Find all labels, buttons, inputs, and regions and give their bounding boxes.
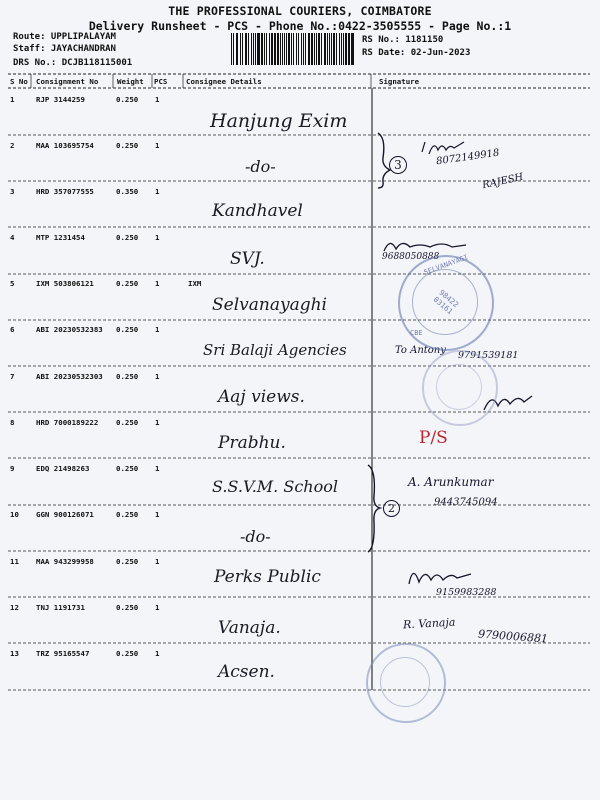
stamp-round-bottom	[366, 643, 446, 723]
col-consignment: Consignment No	[36, 77, 99, 86]
col-signature: Signature	[379, 77, 420, 86]
row-sno: 4	[10, 233, 15, 242]
signature-scribble-1	[420, 138, 470, 160]
row-pcs: 1	[155, 603, 160, 612]
row-pcs: 1	[155, 649, 160, 658]
row-sno: 6	[10, 325, 15, 334]
row-sno: 9	[10, 464, 15, 473]
phone-rajesh: 8072149918	[435, 147, 501, 168]
row-consignment-no: MAA 103695754	[36, 141, 94, 150]
row-pcs: 1	[155, 233, 160, 242]
row-consignment-no: IXM 503806121	[36, 279, 94, 288]
row-sno: 12	[10, 603, 19, 612]
name-rajesh: RAJESH	[481, 171, 525, 192]
row-weight: 0.250	[116, 279, 139, 288]
row-pcs: 1	[155, 372, 160, 381]
row-sno: 7	[10, 372, 15, 381]
name-arunkumar: A. Arunkumar	[408, 475, 494, 489]
row-pcs: 1	[155, 464, 160, 473]
row-consignee-details: IXM	[188, 279, 202, 288]
phone-row-4: 9688050888	[382, 252, 440, 262]
row-sno: 3	[10, 187, 15, 196]
row-weight: 0.250	[116, 649, 139, 658]
row-pcs: 1	[155, 141, 160, 150]
row-weight: 0.250	[116, 464, 139, 473]
row-sno: 1	[10, 95, 15, 104]
phone-row-6: 9791539181	[458, 350, 519, 361]
row-consignment-no: ABI 20230532383	[36, 325, 103, 334]
row-weight: 0.250	[116, 418, 139, 427]
row-sno: 5	[10, 279, 15, 288]
row-pcs: 1	[155, 95, 160, 104]
signature-scribble-11	[405, 560, 475, 590]
row-sno: 13	[10, 649, 19, 658]
row-consignee-handwritten: SVJ.	[230, 249, 265, 269]
note-to-antony: To Antony	[395, 345, 446, 356]
row-consignee-handwritten: Kandhavel	[212, 201, 303, 221]
route-label: Route: UPPLIPALAYAM	[13, 32, 116, 42]
brace-rows-1-3	[372, 130, 412, 190]
row-consignee-handwritten: -do-	[245, 157, 276, 176]
row-consignment-no: HRD 7000189222	[36, 418, 99, 427]
rs-number: RS No.: 1181150	[362, 35, 444, 45]
row-sno: 10	[10, 510, 19, 519]
row-weight: 0.250	[116, 233, 139, 242]
group-number-badge: 3	[389, 156, 407, 174]
drs-number: DRS No.: DCJB118115001	[13, 58, 133, 68]
stamp-a-bottom: CBE	[410, 329, 423, 337]
row-consignee-handwritten: Selvanayaghi	[212, 295, 327, 315]
row-weight: 0.250	[116, 603, 139, 612]
row-pcs: 1	[155, 279, 160, 288]
row-weight: 0.350	[116, 187, 139, 196]
row-consignment-no: TRZ 95165547	[36, 649, 90, 658]
row-consignee-handwritten: Acsen.	[218, 662, 275, 682]
row-pcs: 1	[155, 510, 160, 519]
group-number-badge-2: 2	[383, 500, 400, 517]
phone-arunkumar: 9443745094	[434, 497, 498, 508]
row-sno: 2	[10, 141, 15, 150]
row-consignment-no: MTP 1231454	[36, 233, 85, 242]
row-pcs: 1	[155, 418, 160, 427]
row-consignee-handwritten: Aaj views.	[218, 387, 305, 407]
phone-row-11: 9159983288	[436, 587, 497, 598]
stamp-round-faint	[422, 350, 498, 426]
row-sno: 8	[10, 418, 15, 427]
row-consignment-no: RJP 3144259	[36, 95, 85, 104]
name-vanaja: R. Vanaja	[402, 615, 456, 632]
staff-label: Staff: JAYACHANDRAN	[13, 44, 116, 54]
row-consignee-handwritten: -do-	[240, 527, 271, 546]
row-consignment-no: HRD 357077555	[36, 187, 94, 196]
stamp-selvanayagi	[398, 255, 494, 351]
row-weight: 0.250	[116, 325, 139, 334]
row-sno: 11	[10, 557, 19, 566]
row-weight: 0.250	[116, 141, 139, 150]
row-consignment-no: GGN 900126071	[36, 510, 94, 519]
row-consignee-handwritten: Perks Public	[214, 567, 321, 587]
row-weight: 0.250	[116, 510, 139, 519]
rs-date: RS Date: 02-Jun-2023	[362, 48, 471, 58]
row-consignee-handwritten: Vanaja.	[218, 618, 281, 638]
row-weight: 0.250	[116, 95, 139, 104]
col-sno: S No	[10, 77, 28, 86]
row-weight: 0.250	[116, 372, 139, 381]
row-consignee-handwritten: Prabhu.	[218, 433, 286, 453]
row-consignee-handwritten: Hanjung Exim	[210, 110, 348, 132]
row-pcs: 1	[155, 187, 160, 196]
row-pcs: 1	[155, 557, 160, 566]
row-consignment-no: MAA 943299958	[36, 557, 94, 566]
row-consignee-handwritten: Sri Balaji Agencies	[203, 341, 347, 359]
row-consignment-no: ABI 20230532303	[36, 372, 103, 381]
row-pcs: 1	[155, 325, 160, 334]
row-weight: 0.250	[116, 557, 139, 566]
row-consignee-handwritten: S.S.V.M. School	[212, 477, 338, 496]
row-consignment-no: TNJ 1191731	[36, 603, 85, 612]
ps-mark: P/S	[419, 428, 448, 448]
stamp-a-text: SELVANAYAGI	[422, 253, 470, 277]
company-title: THE PROFESSIONAL COURIERS, COIMBATORE	[168, 4, 432, 18]
col-pcs: PCS	[154, 77, 168, 86]
row-consignment-no: EDQ 21498263	[36, 464, 90, 473]
col-consignee: Consignee Details	[186, 77, 262, 86]
col-weight: Weight	[117, 77, 144, 86]
runsheet-title: Delivery Runsheet - PCS - Phone No.:0422-3505555 - Page No.:1	[88, 19, 512, 33]
stamp-a-code: 98422 03161	[431, 287, 461, 317]
phone-vanaja: 9790006881	[477, 627, 549, 646]
